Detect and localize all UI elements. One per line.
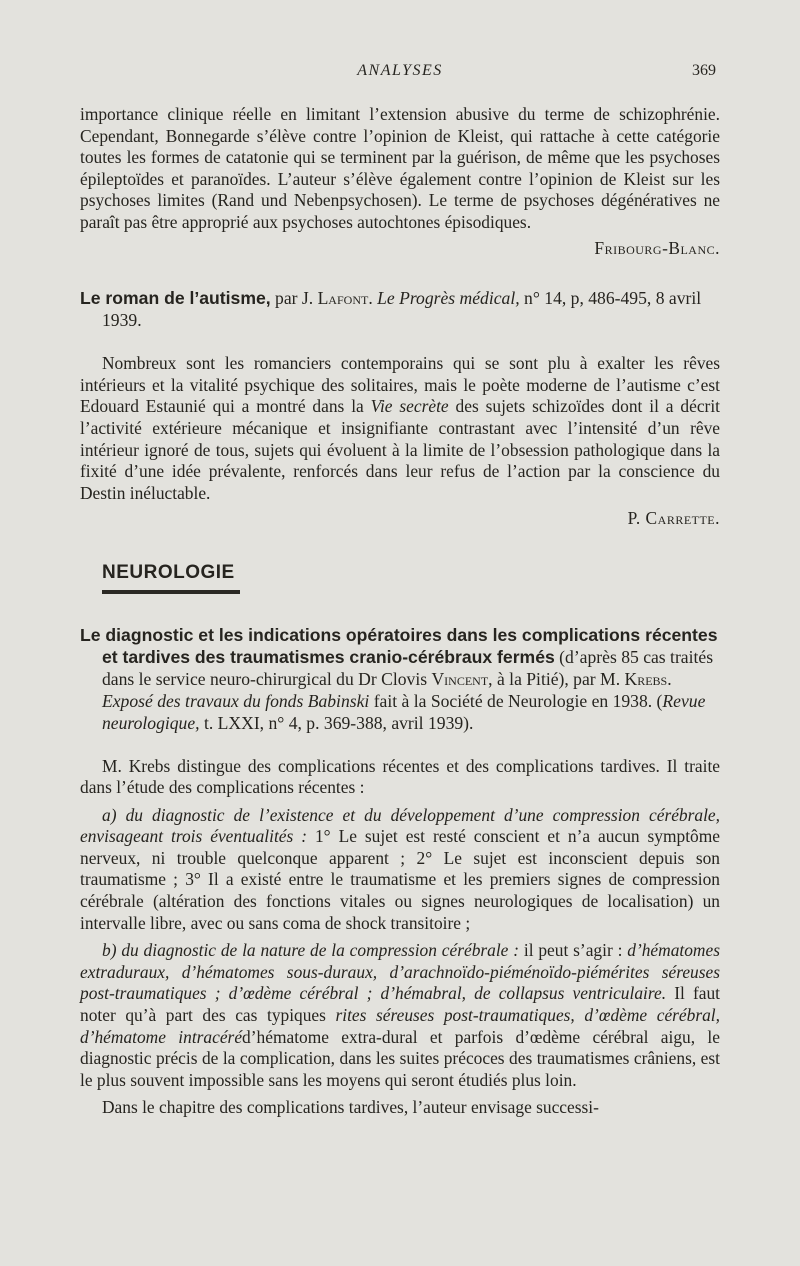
krebs-a-text: 1° Le sujet est resté conscient et n’a aucun symptôme nerveux, ni trouble quelconque apparent ; 2° Le sujet est inconscient depuis son traumatisme ; 3° Il a existé entre le traumatisme et les premiers signes de compression cérébrale (altération des fonctions vitales ou signes neurologiques de localisation) un intervalle libre, avec ou sans coma de shock transitoire ;: [80, 826, 720, 933]
previous-article-paragraph: importance clinique réelle en limitant l’extension abusive du terme de schizophrénie. Cependant, Bonnegarde s’élève contre l’opinion de Kleist, qui rattache à cette catégorie toutes les formes de catatonie qui se terminent par la guérison, de même que les psychoses épileptoïdes et paranoïdes. L’auteur s’élève également contre l’opinion de Kleist sur les psychoses limites (Rand und Nebenpsychosen). Le terme de psychoses dégénératives ne paraît pas être approprié aux psychoses autochtones épisodiques.: [80, 104, 720, 232]
krebs-paragraph-b: [80, 940, 720, 1091]
article-heading-krebs: [80, 624, 720, 734]
article-ref-b: , à la Pitié), par M.: [488, 668, 625, 689]
krebs-b-italic: b) du diagnostic de la nature de la compression cérébrale :: [102, 940, 520, 961]
author-vincent: Vincent: [431, 668, 489, 689]
article-title: Le roman de l’autisme,: [80, 288, 271, 309]
autisme-text-italic: Vie secrète: [370, 396, 449, 417]
krebs-b-italic-2: d’hématomes extraduraux, d’hématomes sous-duraux, d’arachnoïdo-piéménoïdo-piémérites séreuses post-traumatiques ; d’œdème cérébral ; d’hémabral, de collapsus ventriculaire.: [80, 940, 720, 1004]
article-byline: par J.: [270, 288, 318, 309]
page-body: [80, 104, 720, 1119]
signature-carrette: P. Carrette.: [627, 508, 720, 529]
article-expose: Exposé des travaux du fonds Babinski: [102, 690, 370, 711]
running-title: ANALYSES: [357, 62, 443, 79]
article-title: Le diagnostic et les indications opératoires dans les complications récentes et tardives des traumatismes cranio-cérébraux fermés: [80, 624, 718, 667]
krebs-paragraph-intro: M. Krebs distingue des complications récentes et des complications tardives. Il traite dans l’étude des complications récentes :: [80, 755, 720, 798]
autisme-paragraph: [80, 353, 720, 504]
article-ref-a: (d’après 85 cas traités dans le service neuro-chirurgical du Dr Clovis: [102, 646, 714, 689]
running-header: [0, 62, 800, 88]
article-ref-d: fait à la Société de Neurologie en 1938. (: [369, 690, 663, 711]
krebs-paragraph-a: [80, 805, 720, 935]
article-heading-autisme: [80, 287, 720, 331]
krebs-a-italic: a) du diagnostic de l’existence et du développement d’une compression cérébrale, envisageant trois éventualités :: [80, 804, 720, 847]
krebs-b-rest-2: d’hématome extra-dural et parfois d’œdème cérébral aigu, le diagnostic précis de la complication, dans les suites précoces des traumatismes crâniens, est le plus souvent impossible sans les moyens qui seront étudiés plus loin.: [80, 1026, 720, 1090]
krebs-b-rest: Il faut noter qu’à part des cas typiques: [80, 983, 720, 1026]
signature-fribourg-blanc: Fribourg-Blanc.: [594, 237, 720, 258]
article-journal: Revue neurologique,: [102, 690, 706, 733]
article-separator: .: [368, 288, 378, 309]
section-heading: NEUROLOGIE: [102, 561, 235, 583]
article-ref-e: t. LXXI, n° 4, p. 369-388, avril 1939).: [199, 712, 474, 733]
article-ref-c: .: [667, 668, 672, 689]
page-number: 369: [692, 62, 716, 79]
krebs-b-italic-3: rites séreuses post-traumatiques, d’œdème cérébral, d’hématome intracéré: [80, 1005, 720, 1047]
article-reference: n° 14, p, 486-495, 8 avril 1939.: [102, 288, 702, 331]
autisme-text-2: des sujets schizoïdes dont il a décrit l’activité extérieure mécanique et insignifiante contrastant avec l’intensité d’un rêve intérieur ignoré de tous, sujets qui évoluent à la limite de l’obsession pathologique dans la fixité d’une idée prévalente, renforcés dans leur refus de l’action par la conscience du Destin inéluctable.: [80, 396, 720, 503]
author-krebs: Krebs: [624, 668, 668, 689]
krebs-paragraph-last: Dans le chapitre des complications tardives, l’auteur envisage successi-: [102, 1097, 599, 1118]
article-journal: Le Progrès médical,: [377, 288, 520, 309]
krebs-b-mid: il peut s’agir :: [519, 940, 628, 961]
autisme-text-1: Nombreux sont les romanciers contemporains qui se sont plu à exalter les rêves intérieurs et la vitalité psychique des solitaires, mais le poète moderne de l’autisme c’est Edouard Estaunié qui a montré dans la: [80, 353, 720, 417]
article-author: Lafont: [317, 288, 369, 309]
